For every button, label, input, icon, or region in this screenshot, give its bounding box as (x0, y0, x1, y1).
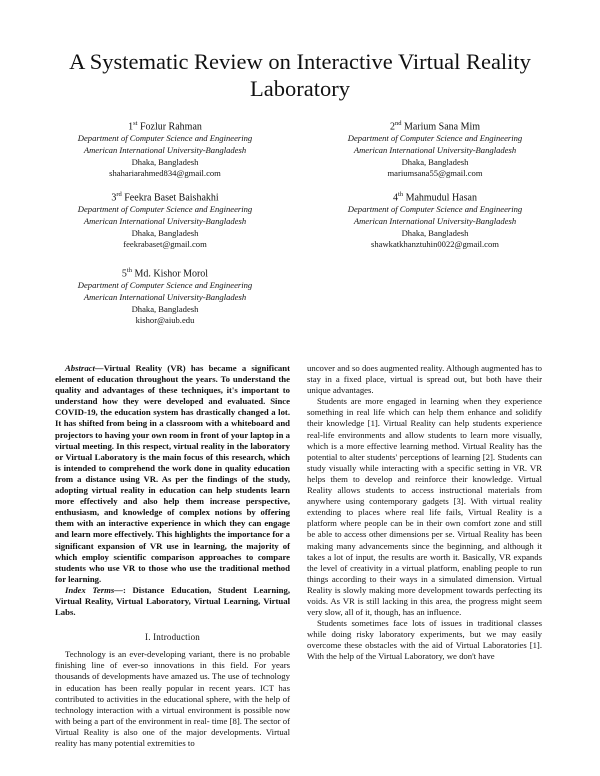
author-name: 3rd Feekra Baset Baishakhi (111, 191, 219, 204)
author-location: Dhaka, Bangladesh (401, 227, 469, 238)
author-email[interactable]: shahariarahmed834@gmail.com (109, 168, 221, 179)
abstract-text: Virtual Reality (VR) has became a significant element of education throughout the years. To understand the quality and advantages of these techniques, it's important to understand how they were developed and evaluated. Since COVID-19, the education system has drastically changed a lot. It has shifted from being in a classroom with a whiteboard and projectors to having your own room in front of your laptop in a virtual meeting. In this respect, virtual reality in the laboratory or Virtual Laboratory is the main focus of this research, which is intended to comprehend the work done in quality education from a distance using VR. As per the findings of the study, adopting virtual reality in education can help students learn more effectively and also help them increase perspective, enthusiasm, and knowledge of complex notions by offering them with an interactive experience in which they can engage and learn more effectively. This highlights the importance for a significant expansion of VR use in learning, the majority of which employ scientific comparison approaches to compare students who use VR to those who use the traditional method for learning. (55, 363, 290, 584)
author-block-4 (290, 188, 580, 251)
left-column (55, 363, 290, 749)
author-email[interactable]: kishor@aiub.edu (135, 315, 195, 326)
author-location: Dhaka, Bangladesh (131, 303, 199, 314)
author-name: 1st Fozlur Rahman (128, 120, 202, 133)
author-block-5 (20, 264, 310, 327)
right-column (307, 363, 542, 663)
author-university: American International University-Bangladesh (83, 144, 247, 155)
author-university: American International University-Bangladesh (83, 215, 247, 226)
section-heading-introduction: I. Introduction (145, 632, 200, 643)
author-location: Dhaka, Bangladesh (131, 227, 199, 238)
index-terms-label: Index Terms— (65, 584, 123, 595)
author-department: Department of Computer Science and Engineering (347, 204, 523, 215)
paper-title: A Systematic Review on Interactive Virtual Reality Laboratory (69, 49, 531, 101)
author-email[interactable]: mariumsana55@gmail.com (387, 168, 483, 179)
author-university: American International University-Bangladesh (353, 144, 517, 155)
author-department: Department of Computer Science and Engineering (77, 280, 253, 291)
index-terms (55, 585, 290, 618)
author-department: Department of Computer Science and Engineering (347, 133, 523, 144)
index-terms-text: : Distance Education, Student Learning, Virtual Reality, Virtual Laboratory, Virtual Learning, Virtual Labs. (55, 584, 290, 618)
author-department: Department of Computer Science and Engineering (77, 204, 253, 215)
abstract (55, 363, 290, 585)
author-name: 5th Md. Kishor Morol (121, 267, 209, 280)
abstract-label: Abstract— (65, 363, 104, 373)
author-name: 2nd Marium Sana Mim (389, 120, 481, 133)
body-paragraph: Students are more engaged in learning when they experience something in real life which can help them enhance and solidify their knowledge [1]. Virtual Reality can help students experience real-life environments and allow students to learn more visually, which is a more effective learning method. Virtual Reality has the potential to alter students' perceptions of learning [2]. Students can study visually while interacting with a specific setting in VR. VR helps them to develop and reinforce their knowledge. Virtual Reality allows students to access instructional materials from anywhere using contemporary gadgets [3]. With virtual reality extending to places where real life fails, Virtual Reality is a platform where people can be in their own comfort zone and still be able to access other dimensions per se. Virtual Reality has been making many advancements since the beginning, and although it takes a lot of input, the results are worth it. Basically, VR expands the level of creativity in a virtual platform, enabling people to run things according to their ways in a simulated dimension. Virtual Reality is slowly making more development towards perfecting its voids. As VR is still lacking in this area, the progress might seem very slow, all of it, though, has an influence. (307, 396, 542, 618)
body-paragraph: uncover and so does augmented reality. Although augmented has to stay in a fixed place, virtual is spread out, but both have their unique advantages. (307, 363, 542, 396)
author-block-3 (20, 188, 310, 251)
author-department: Department of Computer Science and Engineering (77, 133, 253, 144)
author-block-2 (290, 117, 580, 180)
author-location: Dhaka, Bangladesh (401, 156, 469, 167)
author-block-1 (20, 117, 310, 180)
author-university: American International University-Bangladesh (83, 291, 247, 302)
author-email[interactable]: shawkatkhanztuhin0022@gmail.com (371, 239, 499, 250)
author-name: 4th Mahmudul Hasan (393, 191, 477, 204)
author-university: American International University-Bangladesh (353, 215, 517, 226)
body-paragraph: Students sometimes face lots of issues in traditional classes while doing risky laboratory experiments, but we may easily overcome these obstacles with the aid of Virtual Laboratories [1]. With the help of the Virtual Laboratory, we don't have (307, 618, 542, 662)
author-email[interactable]: feekrabaset@gmail.com (123, 239, 207, 250)
body-paragraph: Technology is an ever-developing variant, there is no probable finishing line of ever-so innovations in this field. For years thousands of developments have amazed us. The use of technology in education has been really popular in recent years. ICT has contributed to activities in the educational sphere, with the help of technology interaction with a virtual environment is possible now with being a part of the environment in real- time [8]. The sector of Virtual Reality is also one of the major developments. Virtual reality has many potential extremities to (55, 649, 290, 748)
author-location: Dhaka, Bangladesh (131, 156, 199, 167)
